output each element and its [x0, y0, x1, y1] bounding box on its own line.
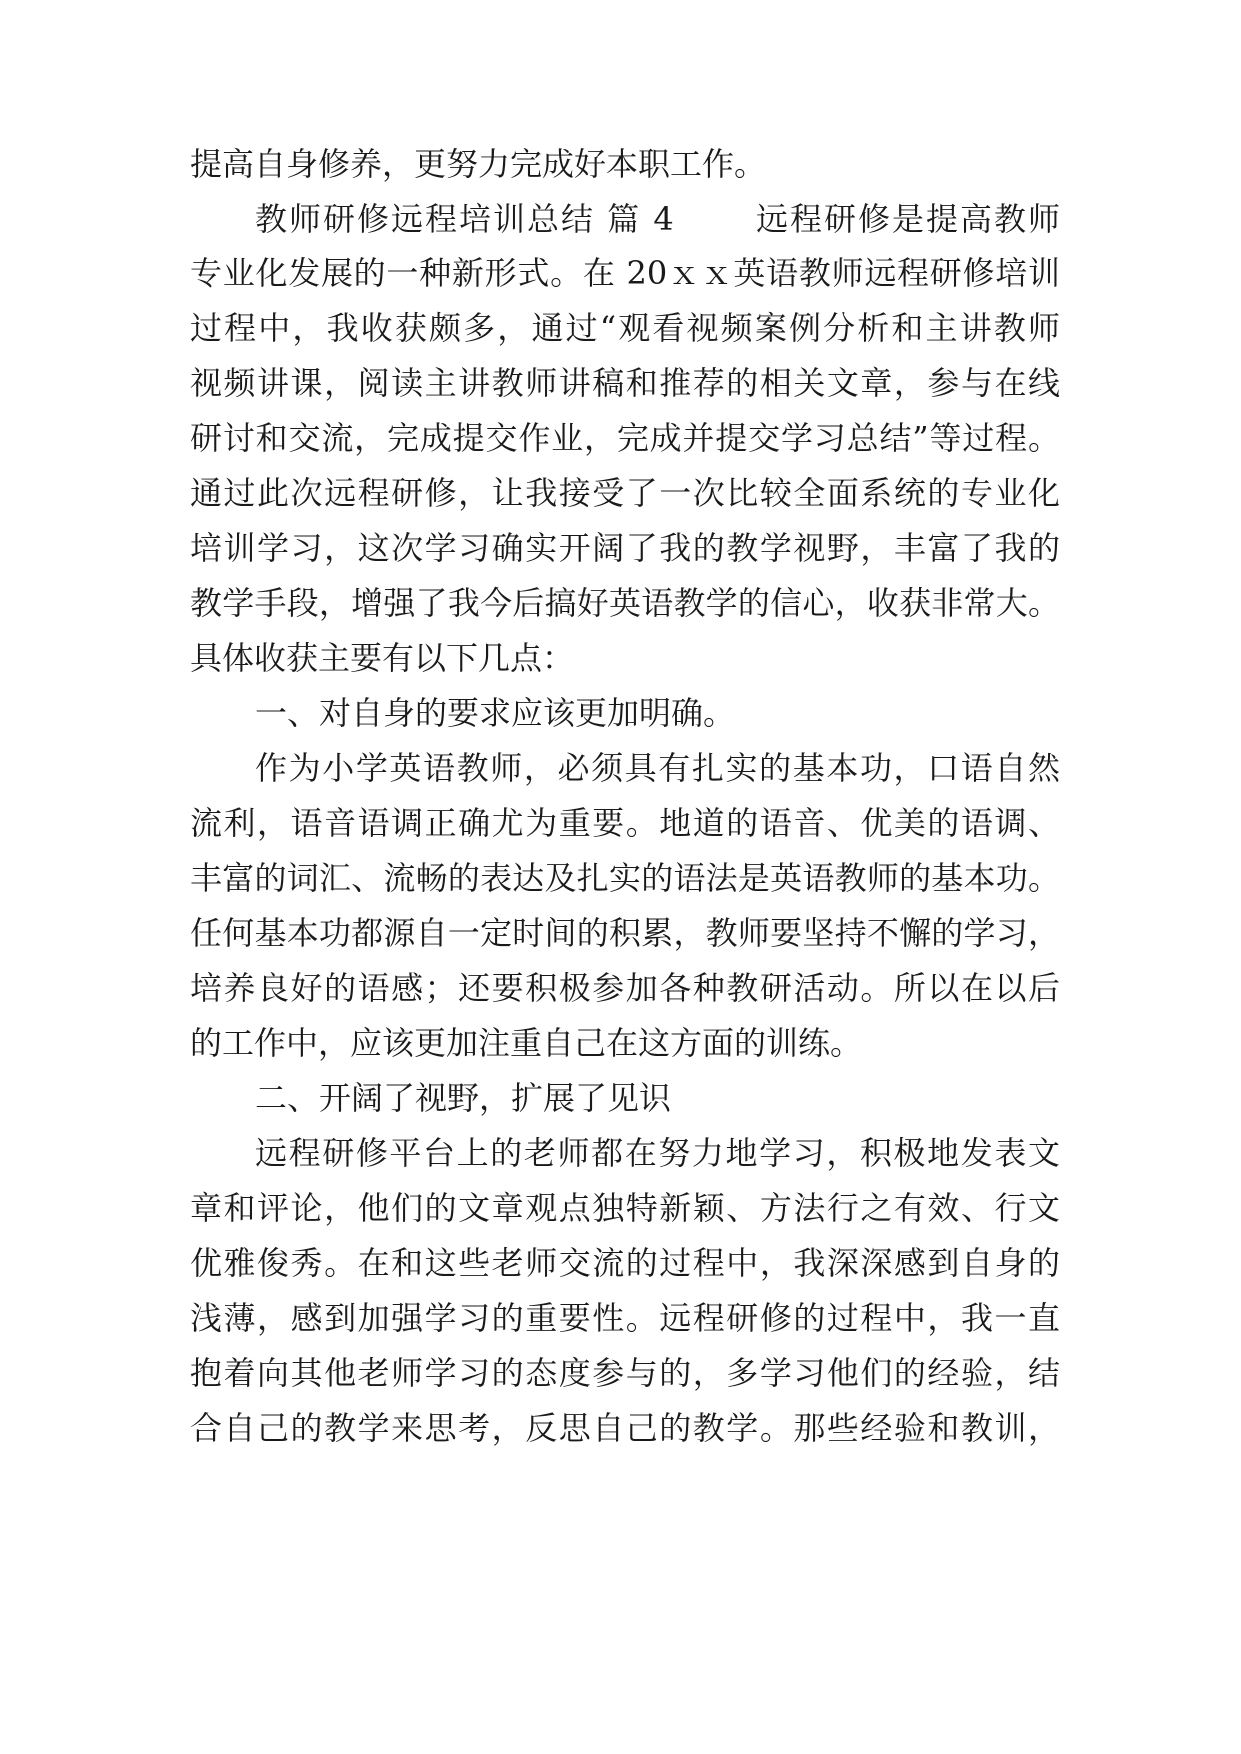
text-line: 的工作中，应该更加注重自己在这方面的训练。: [190, 1024, 863, 1062]
text-line: 作为小学英语教师，必须具有扎实的基本功，口语自然: [255, 749, 1060, 787]
text-line: 研讨和交流，完成提交作业，完成并提交学习总结”等过程。: [190, 419, 1060, 457]
text-line: 具体收获主要有以下几点：: [190, 639, 575, 677]
text-line: 流利，语音语调正确尤为重要。地道的语音、优美的语调、: [190, 804, 1060, 842]
text-line: 丰富的词汇、流畅的表达及扎实的语法是英语教师的基本功。: [190, 859, 1060, 897]
text-line: 任何基本功都源自一定时间的积累，教师要坚持不懈的学习，: [190, 914, 1060, 952]
text-line: 过程中，我收获颇多，通过“观看视频案例分析和主讲教师: [190, 309, 1060, 347]
text-line: 提高自身修养，更努力完成好本职工作。: [190, 145, 767, 183]
text-line: 培养良好的语感；还要积极参加各种教研活动。所以在以后: [190, 969, 1060, 1007]
section-heading: 一、对自身的要求应该更加明确。: [255, 694, 736, 732]
text-line: 合自己的教学来思考，反思自己的教学。那些经验和教训，: [190, 1409, 1060, 1447]
text-line: 优雅俊秀。在和这些老师交流的过程中，我深深感到自身的: [190, 1244, 1060, 1282]
text-line: 章和评论，他们的文章观点独特新颖、方法行之有效、行文: [190, 1189, 1060, 1227]
text-line: 浅薄，感到加强学习的重要性。远程研修的过程中，我一直: [190, 1299, 1060, 1337]
text-line: 视频讲课，阅读主讲教师讲稿和推荐的相关文章，参与在线: [190, 364, 1060, 402]
text-line: 教学手段，增强了我今后搞好英语教学的信心，收获非常大。: [190, 584, 1060, 622]
text-line: 远程研修平台上的老师都在努力地学习，积极地发表文: [255, 1134, 1060, 1172]
text-line: 通过此次远程研修，让我接受了一次比较全面系统的专业化: [190, 474, 1060, 512]
text-line: 教师研修远程培训总结 篇 4 远程研修是提高教师: [255, 200, 1060, 238]
text-line: 抱着向其他老师学习的态度参与的，多学习他们的经验，结: [190, 1354, 1060, 1392]
text-line: 培训学习，这次学习确实开阔了我的教学视野，丰富了我的: [190, 529, 1060, 567]
section-heading: 二、开阔了视野，扩展了见识: [255, 1079, 672, 1117]
text-line: 专业化发展的一种新形式。在 20ｘｘ英语教师远程研修培训: [190, 254, 1060, 292]
